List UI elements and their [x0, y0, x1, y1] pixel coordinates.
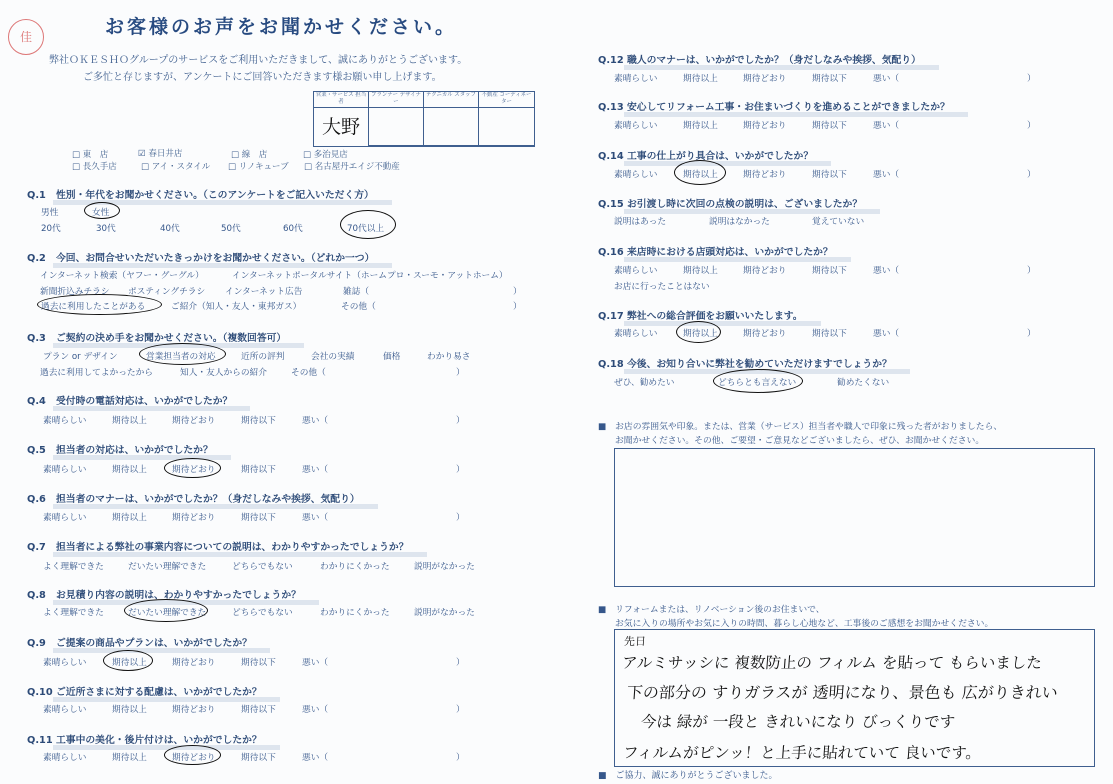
staff-head-sales: 営業・サービス 担当者: [314, 92, 369, 108]
q3-option-price[interactable]: 価格: [383, 352, 401, 362]
q8-option-understood[interactable]: よく理解できた: [43, 608, 104, 618]
q16-option-expected[interactable]: 期待どおり: [743, 266, 787, 276]
q2-option-referral[interactable]: ご紹介（知人・友人・東邦ガス）: [171, 302, 302, 312]
question-18: Q.18 今後、お知り合いに弊社を勧めていただけますでしょうか？: [598, 356, 892, 370]
store-realestate-checkbox[interactable]: □ 名古屋丹エイジ不動産: [304, 162, 400, 172]
handwritten-line-4: フィルムがピンッ！と上手に貼れていて 良いです。: [622, 744, 982, 762]
q10-option-expected[interactable]: 期待どおり: [172, 705, 216, 715]
staff-empty-3: [424, 108, 479, 146]
q10-option-below[interactable]: 期待以下: [241, 705, 276, 715]
handwritten-line-1: アルミサッシに 複数防止の フィルム を貼って もらいました: [621, 654, 1043, 672]
q12-option-expected[interactable]: 期待どおり: [743, 74, 787, 84]
question-7: Q.7 担当者による弊社の事業内容についての説明は、わかりやすかったでしょうか？: [27, 539, 409, 553]
q1-option-20s[interactable]: 20代: [41, 224, 61, 234]
store-line-checkbox[interactable]: □ 線 店: [231, 150, 268, 160]
q7-option-mostly[interactable]: だいたい理解できた: [128, 562, 207, 572]
q6-bad-close: ）: [456, 513, 465, 523]
q2-option-search[interactable]: インターネット検索（ヤフー・グーグル）: [40, 271, 204, 281]
q2-option-internet-ad[interactable]: インターネット広告: [225, 287, 303, 297]
q12-option-below[interactable]: 期待以下: [812, 74, 847, 84]
q5-option-below[interactable]: 期待以下: [241, 465, 276, 475]
q5-bad-close: ）: [456, 465, 465, 475]
store-kasugai-checkbox[interactable]: ☑ 春日井店: [138, 149, 183, 159]
q14-bad-close: ）: [1027, 170, 1036, 180]
question-1: Q.1 性別・年代をお聞かせください。（このアンケートをご記入いただく方）: [27, 187, 374, 201]
q16-option-above[interactable]: 期待以上: [683, 266, 718, 276]
q3-option-staff[interactable]: 営業担当者の対応: [146, 352, 216, 362]
question-4: Q.4 受付時の電話対応は、いかがでしたか？: [27, 393, 232, 407]
q2-other-close: ）: [513, 302, 522, 312]
q5-option-above[interactable]: 期待以上: [112, 465, 147, 475]
q16-option-bad[interactable]: 悪い（: [873, 266, 900, 276]
q9-option-below[interactable]: 期待以下: [241, 658, 276, 668]
q6-option-below[interactable]: 期待以下: [241, 513, 276, 523]
q6-option-above[interactable]: 期待以上: [112, 513, 147, 523]
q1-option-60s[interactable]: 60代: [283, 224, 303, 234]
staff-empty-4: [479, 108, 534, 146]
q9-option-bad[interactable]: 悪い（: [302, 658, 329, 668]
question-2: Q.2 今回、お問合せいただいたきっかけをお聞かせください。（どれか一つ）: [27, 250, 374, 264]
q18-option-not-recommend[interactable]: 勧めたくない: [837, 378, 890, 388]
store-tajimi-checkbox[interactable]: □ 多治見店: [303, 150, 348, 160]
q5-option-excellent[interactable]: 素晴らしい: [43, 465, 87, 475]
handwritten-line-2: 下の部分の すりガラスが 透明になり、景色も 広がりきれい: [626, 683, 1059, 702]
question-6: Q.6 担当者のマナーは、いかがでしたか？（身だしなみや挨拶、気配り）: [27, 491, 360, 505]
question-8: Q.8 お見積り内容の説明は、わかりやすかったでしょうか？: [27, 587, 301, 601]
q4-option-below[interactable]: 期待以下: [241, 416, 276, 426]
q9-option-expected[interactable]: 期待どおり: [172, 658, 216, 668]
q8-option-mostly[interactable]: だいたい理解できた: [128, 608, 207, 618]
question-17: Q.17 弊社への総合評価をお願いいたします。: [598, 308, 803, 322]
q1-option-70s[interactable]: 70代以上: [347, 224, 385, 234]
q11-option-excellent[interactable]: 素晴らしい: [43, 753, 87, 763]
q5-option-bad[interactable]: 悪い（: [302, 465, 329, 475]
q3-option-plan-design[interactable]: プラン or デザイン: [43, 352, 118, 362]
q12-option-above[interactable]: 期待以上: [683, 74, 718, 84]
q10-bad-close: ）: [456, 705, 465, 715]
q7-option-neutral[interactable]: どちらでもない: [232, 562, 293, 572]
q11-option-bad[interactable]: 悪い（: [302, 753, 329, 763]
q4-option-excellent[interactable]: 素晴らしい: [43, 416, 87, 426]
thanks-note: ■ ご協力、誠にありがとうございました。: [598, 771, 778, 781]
staff-head-real-estate: 不動産 コーディネーター: [479, 92, 534, 108]
q17-bad-close: ）: [1027, 329, 1036, 339]
q16-bad-close: ）: [1027, 266, 1036, 276]
q7-option-understood[interactable]: よく理解できた: [43, 562, 104, 572]
question-15: Q.15 お引渡し時に次回の点検の説明は、ございましたか？: [598, 196, 862, 210]
q18-option-recommend[interactable]: ぜひ、勧めたい: [614, 378, 675, 388]
q4-option-above[interactable]: 期待以上: [112, 416, 147, 426]
q14-option-below[interactable]: 期待以下: [812, 170, 847, 180]
q4-bad-close: ）: [456, 416, 465, 426]
handwritten-note-date: 先日: [623, 635, 647, 648]
q16-option-never-visited[interactable]: お店に行ったことはない: [614, 282, 710, 292]
q2-option-portal[interactable]: インターネットポータルサイト（ホームプロ・スーモ・アットホーム）: [232, 271, 508, 281]
comment-question-1-line-2: お聞かせください。その他、ご要望・ご意見などございましたら、ぜひ、お聞かせください。: [615, 436, 985, 446]
question-13: Q.13 安心してリフォーム工事・お住まいづくりを進めることができましたか？: [598, 99, 950, 113]
q5-option-expected[interactable]: 期待どおり: [172, 465, 216, 475]
q13-bad-close: ）: [1027, 121, 1036, 131]
staff-head-tech: テクニカル スタッフ: [424, 92, 479, 108]
intro-line-1: 弊社ＯＫＥＳＨＯグループのサービスをご利用いただきまして、誠にありがとうございます。: [49, 55, 468, 66]
staff-signature: 大野: [314, 108, 369, 146]
q9-option-excellent[interactable]: 素晴らしい: [43, 658, 87, 668]
q17-option-excellent[interactable]: 素晴らしい: [614, 329, 658, 339]
q3-other-close: ）: [456, 368, 465, 378]
q9-option-above[interactable]: 期待以上: [112, 658, 147, 668]
q7-option-unclear[interactable]: わかりにくかった: [320, 562, 390, 572]
question-14: Q.14 工事の仕上がり具合は、いかがでしたか？: [598, 148, 813, 162]
q12-option-excellent[interactable]: 素晴らしい: [614, 74, 658, 84]
q15-option-not-explained[interactable]: 説明はなかった: [709, 217, 770, 227]
q1-option-male[interactable]: 男性: [41, 208, 59, 218]
q12-bad-close: ）: [1027, 74, 1036, 84]
q14-option-excellent[interactable]: 素晴らしい: [614, 170, 658, 180]
question-9: Q.9 ご提案の商品やプランは、いかがでしたか？: [27, 635, 252, 649]
q15-option-forgot[interactable]: 覚えていない: [812, 217, 865, 227]
staff-signature-table: [313, 91, 535, 147]
q9-bad-close: ）: [456, 658, 465, 668]
q1-option-30s[interactable]: 30代: [96, 224, 116, 234]
question-16: Q.16 来店時における店頭対応は、いかがでしたか？: [598, 244, 833, 258]
q18-option-neutral[interactable]: どちらとも言えない: [718, 378, 797, 388]
q6-option-bad[interactable]: 悪い（: [302, 513, 329, 523]
q13-option-excellent[interactable]: 素晴らしい: [614, 121, 658, 131]
q1-option-50s[interactable]: 50代: [221, 224, 241, 234]
q10-option-excellent[interactable]: 素晴らしい: [43, 705, 87, 715]
q3-option-other[interactable]: その他（: [291, 368, 326, 378]
q2-option-newspaper[interactable]: 新聞折込みチラシ: [40, 287, 110, 297]
handwritten-line-3: 今は 緑が 一段と きれいになり びっくりです: [640, 713, 956, 731]
question-3: Q.3 ご契約の決め手をお聞かせください。（複数回答可）: [27, 330, 286, 344]
comment-question-2-line-2: お気に入りの場所やお気に入りの時間、暮らし心地など、工事後のご感想をお聞かせください。: [615, 619, 994, 629]
q11-option-expected[interactable]: 期待どおり: [172, 753, 216, 763]
q15-option-explained[interactable]: 説明はあった: [614, 217, 667, 227]
q11-bad-close: ）: [456, 753, 465, 763]
q2-magazine-close: ）: [513, 287, 522, 297]
q3-option-record[interactable]: 会社の実績: [311, 352, 355, 362]
q17-option-below[interactable]: 期待以下: [812, 329, 847, 339]
q11-option-below[interactable]: 期待以下: [241, 753, 276, 763]
q13-option-bad[interactable]: 悪い（: [873, 121, 900, 131]
staff-empty-2: [369, 108, 424, 146]
intro-line-2: ご多忙と存じますが、アンケートにご回答いただきます様お願い申し上げます。: [83, 72, 442, 83]
q8-option-unclear[interactable]: わかりにくかった: [320, 608, 390, 618]
page-title: お客様のお声をお聞かせください。: [105, 16, 458, 38]
staff-head-planner: プランナー デザイナー: [369, 92, 424, 108]
q10-option-bad[interactable]: 悪い（: [302, 705, 329, 715]
q1-option-female[interactable]: 女性: [92, 208, 110, 218]
q6-option-expected[interactable]: 期待どおり: [172, 513, 216, 523]
store-aistyle-checkbox[interactable]: □ アイ・スタイル: [141, 162, 211, 172]
comment-box-1[interactable]: [614, 448, 1095, 587]
q1-option-40s[interactable]: 40代: [160, 224, 180, 234]
question-5: Q.5 担当者の対応は、いかがでしたか？: [27, 442, 213, 456]
q14-option-bad[interactable]: 悪い（: [873, 170, 900, 180]
q13-option-expected[interactable]: 期待どおり: [743, 121, 787, 131]
store-east-checkbox[interactable]: □ 東 店: [72, 150, 109, 160]
q17-option-bad[interactable]: 悪い（: [873, 329, 900, 339]
q3-option-clarity[interactable]: わかり易さ: [427, 352, 471, 362]
store-nagakute-checkbox[interactable]: □ 長久手店: [72, 162, 117, 172]
q2-option-magazine[interactable]: 雑誌（: [343, 287, 370, 297]
q2-option-other[interactable]: その他（: [341, 302, 376, 312]
q8-option-neutral[interactable]: どちらでもない: [232, 608, 293, 618]
stamp-icon: 佳: [8, 19, 44, 55]
question-11: Q.11 工事中の美化・後片付けは、いかがでしたか？: [27, 732, 262, 746]
question-12: Q.12 職人のマナーは、いかがでしたか？（身だしなみや挨拶、気配り）: [598, 52, 921, 66]
q8-option-none[interactable]: 説明がなかった: [414, 608, 475, 618]
q4-option-bad[interactable]: 悪い（: [302, 416, 329, 426]
q3-option-reputation[interactable]: 近所の評判: [241, 352, 285, 362]
q13-option-below[interactable]: 期待以下: [812, 121, 847, 131]
q16-option-excellent[interactable]: 素晴らしい: [614, 266, 658, 276]
q3-option-past-good[interactable]: 過去に利用してよかったから: [40, 368, 153, 378]
q14-option-above[interactable]: 期待以上: [683, 170, 718, 180]
q2-option-posting[interactable]: ポスティングチラシ: [128, 287, 206, 297]
q6-option-excellent[interactable]: 素晴らしい: [43, 513, 87, 523]
q17-option-expected[interactable]: 期待どおり: [743, 329, 787, 339]
question-10: Q.10 ご近所さまに対する配慮は、いかがでしたか？: [27, 684, 262, 698]
q3-option-friend[interactable]: 知人・友人からの紹介: [180, 368, 267, 378]
q14-option-expected[interactable]: 期待どおり: [743, 170, 787, 180]
comment-question-1-line-1: ■ お店の雰囲気や印象。または、営業（サービス）担当者や職人で印象に残った者がおりましたら、: [598, 422, 1003, 432]
comment-question-2-line-1: ■ リフォームまたは、リノベーション後のお住まいで、: [598, 605, 825, 615]
q17-option-above[interactable]: 期待以上: [683, 329, 718, 339]
q12-option-bad[interactable]: 悪い（: [873, 74, 900, 84]
q2-option-past-use[interactable]: 過去に利用したことがある: [41, 302, 146, 312]
q11-option-above[interactable]: 期待以上: [112, 753, 147, 763]
q7-option-none[interactable]: 説明がなかった: [414, 562, 475, 572]
store-renocube-checkbox[interactable]: □ リノキューブ: [228, 162, 289, 172]
q16-option-below[interactable]: 期待以下: [812, 266, 847, 276]
q10-option-above[interactable]: 期待以上: [112, 705, 147, 715]
q13-option-above[interactable]: 期待以上: [683, 121, 718, 131]
q4-option-expected[interactable]: 期待どおり: [172, 416, 216, 426]
